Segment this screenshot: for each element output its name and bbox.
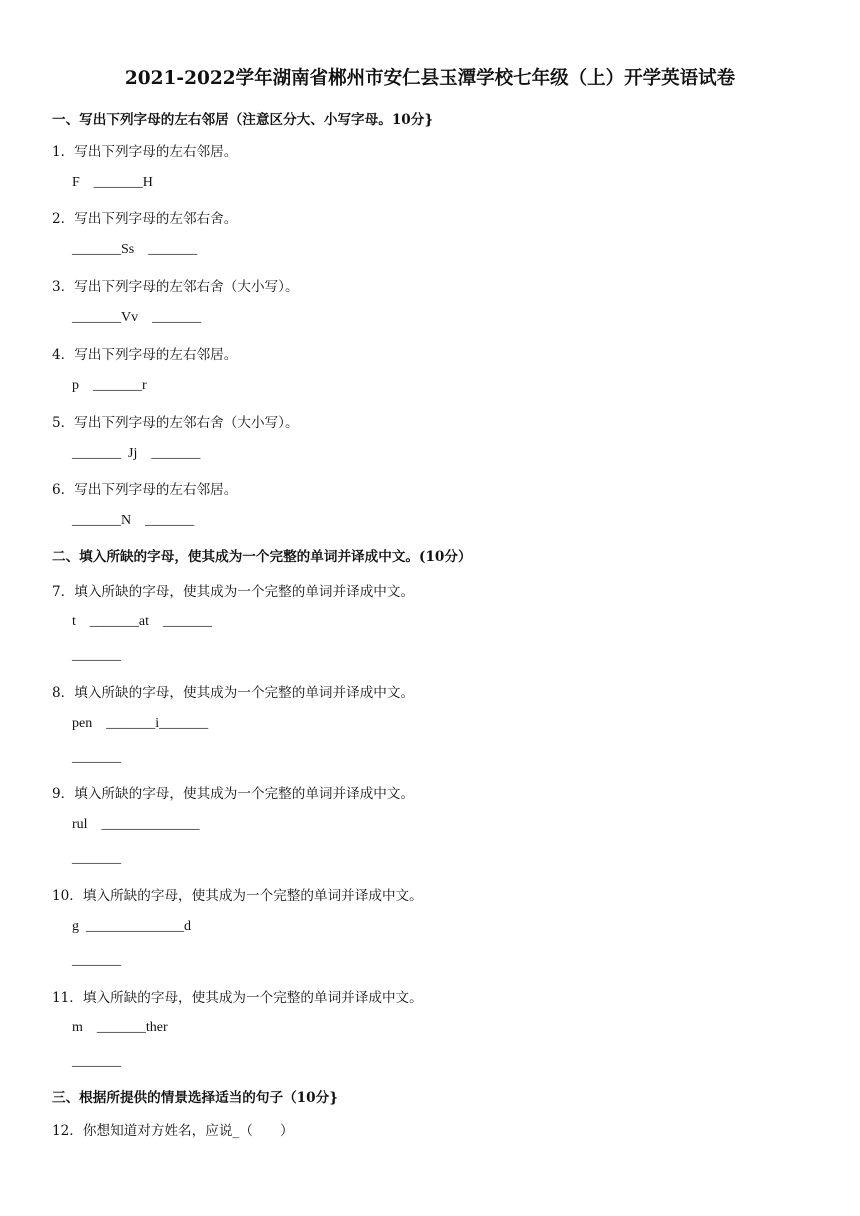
question-6-prompt: 6．写出下列字母的左右邻居。 [52,482,238,498]
question-9-answer: rul ______________ [72,817,200,832]
question-2-answer: _______Ss _______ [72,242,198,257]
question-9-translation-blank: _______ [72,851,121,866]
question-1-prompt: 1．写出下列字母的左右邻居。 [52,144,238,160]
question-5-prompt: 5．写出下列字母的左邻右舍（大小写）。 [52,415,299,431]
question-5-answer: _______ Jj _______ [72,446,201,461]
question-11-answer: m _______ther [72,1020,168,1035]
question-10-answer: g ______________d [72,919,191,934]
question-2-prompt: 2．写出下列字母的左邻右舍。 [52,211,238,227]
question-3-prompt: 3．写出下列字母的左邻右舍（大小写）。 [52,279,299,295]
question-3-answer: _______Vv _______ [72,310,202,325]
question-7-translation-blank: _______ [72,648,121,663]
question-6-answer: _______N _______ [72,513,195,528]
question-1-answer: F _______H [72,175,153,190]
question-8-prompt: 8．填入所缺的字母，使其成为一个完整的单词并译成中文。 [52,685,415,701]
question-10-translation-blank: _______ [72,953,121,968]
question-4-prompt: 4．写出下列字母的左右邻居。 [52,347,238,363]
question-9-prompt: 9．填入所缺的字母，使其成为一个完整的单词并译成中文。 [52,786,415,802]
question-10-prompt: 10．填入所缺的字母，使其成为一个完整的单词并译成中文。 [52,888,423,904]
question-4-answer: p _______r [72,378,147,393]
section-heading-2: 二、填入所缺的字母，使其成为一个完整的单词并译成中文。(10分） [52,549,472,565]
question-7-answer: t _______at _______ [72,614,212,629]
question-8-translation-blank: _______ [72,750,121,765]
question-12-prompt: 12．你想知道对方姓名，应说_（ ） [52,1123,294,1139]
question-8-answer: pen _______i_______ [72,716,209,731]
section-heading-1: 一、写出下列字母的左右邻居（注意区分大、小写字母。10分} [52,112,434,128]
page-title: 2021-2022学年湖南省郴州市安仁县玉潭学校七年级（上）开学英语试卷 [124,68,736,89]
question-11-prompt: 11．填入所缺的字母，使其成为一个完整的单词并译成中文。 [52,990,423,1006]
question-11-translation-blank: _______ [72,1054,121,1069]
section-heading-3: 三、根据所提供的情景选择适当的句子（10分} [52,1090,338,1106]
question-7-prompt: 7．填入所缺的字母，使其成为一个完整的单词并译成中文。 [52,584,415,600]
